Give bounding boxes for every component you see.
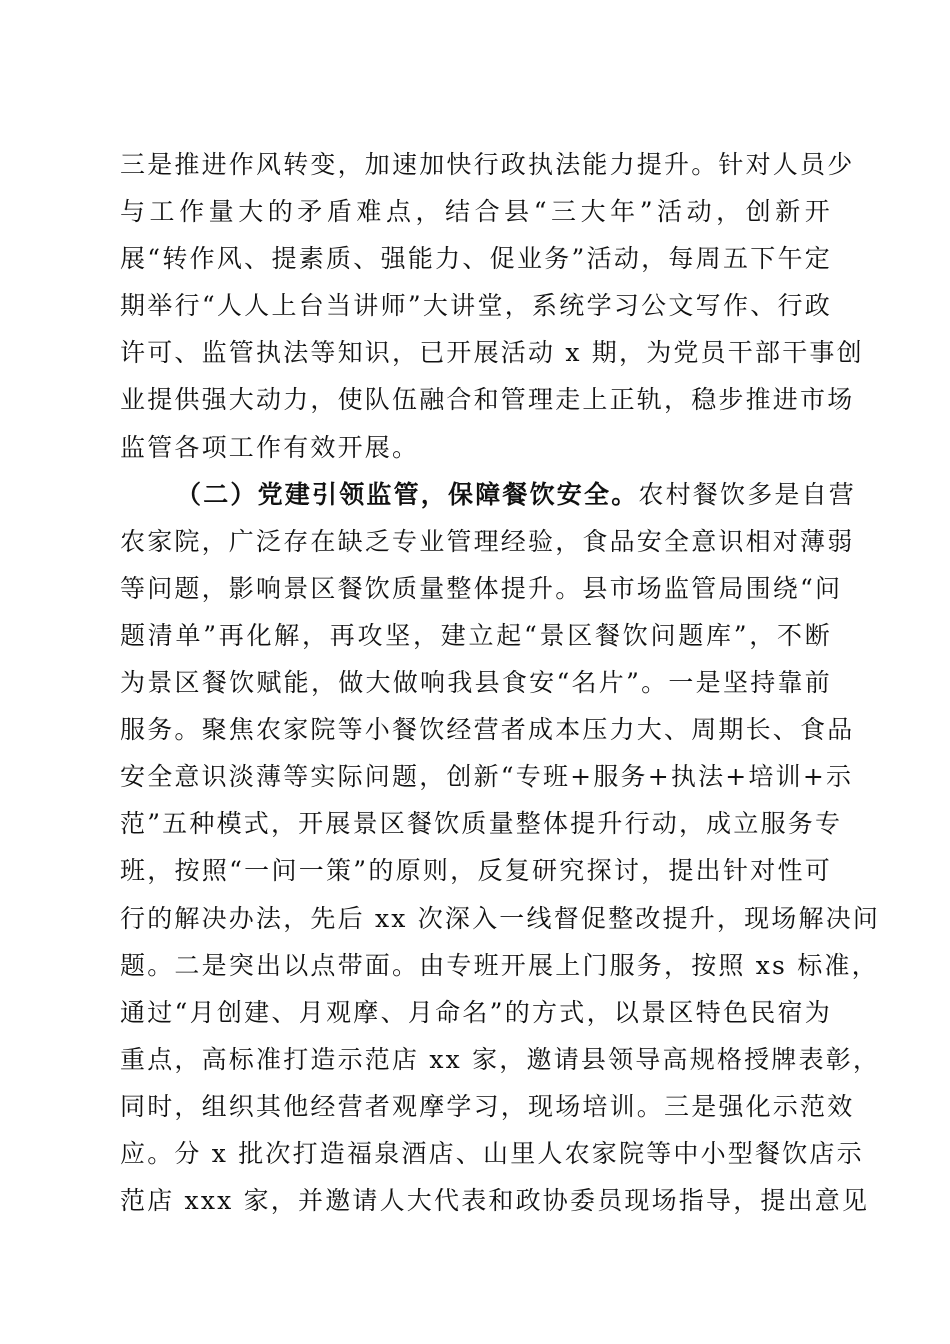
text-line: 通过“月创建、月观摩、月命名”的方式，以景区特色民宿为 [120,997,832,1027]
text-line: 行的解决办法，先后 xx 次深入一线督促整改提升，现场解决问 [120,903,881,933]
text-line: 许可、监管执法等知识，已开展活动 x 期，为党员干部干事创 [120,338,864,368]
text-line: 与工作量大的矛盾难点，结合县“三大年”活动，创新开 [120,197,832,227]
text-line: 为景区餐饮赋能，做大做响我县食安“名片”。一是坚持靠前 [120,668,832,698]
text-line: 期举行“人人上台当讲师”大讲堂，系统学习公文写作、行政 [120,291,832,321]
text-line: 重点，高标准打造示范店 xx 家，邀请县领导高规格授牌表彰， [120,1044,881,1074]
text-line: 应。分 x 批次打造福泉酒店、山里人农家院等中小型餐饮店示 [120,1138,864,1168]
text-line: 展“转作风、提素质、强能力、促业务”活动，每周五下午定 [120,244,832,274]
text-line: 范”五种模式，开展景区餐饮质量整体提升行动，成立服务专 [120,809,843,839]
paragraph-food-safety [120,471,881,1225]
text-line: 三是推进作风转变，加速加快行政执法能力提升。针对人员少 [120,150,855,179]
text-line: 农家院，广泛存在缺乏专业管理经验，食品安全意识相对薄弱 [120,526,855,556]
text-line: 监管各项工作有效开展。 [120,432,420,462]
text-line: 业提供强大动力，使队伍融合和管理走上正轨，稳步推进市场 [120,385,855,415]
text-line: 等问题，影响景区餐饮质量整体提升。县市场监管局围绕“问 [120,573,843,603]
text-line: 班，按照“一问一策”的原则，反复研究探讨，提出针对性可 [120,856,832,886]
text-line: 范店 xxx 家，并邀请人大代表和政协委员现场指导，提出意见 [120,1186,870,1216]
paragraph-work-style [120,141,864,471]
text-line: 同时，组织其他经营者观摩学习，现场培训。三是强化示范效 [120,1091,855,1121]
document-page [120,141,881,1224]
text-line: 安全意识淡薄等实际问题，创新“专班+服务+执法+培训+示 [120,762,854,792]
text-line: 服务。聚焦农家院等小餐饮经营者成本压力大、周期长、食品 [120,715,855,745]
text-run: 农村餐饮多是自营 [638,479,857,509]
text-line-first [120,471,857,518]
text-line: 题。二是突出以点带面。由专班开展上门服务，按照 xs 标准， [120,950,879,980]
section-heading: （二）党建引领监管，保障餐饮安全。 [176,479,639,509]
text-line: 题清单”再化解，再攻坚，建立起“景区餐饮问题库”，不断 [120,620,832,650]
